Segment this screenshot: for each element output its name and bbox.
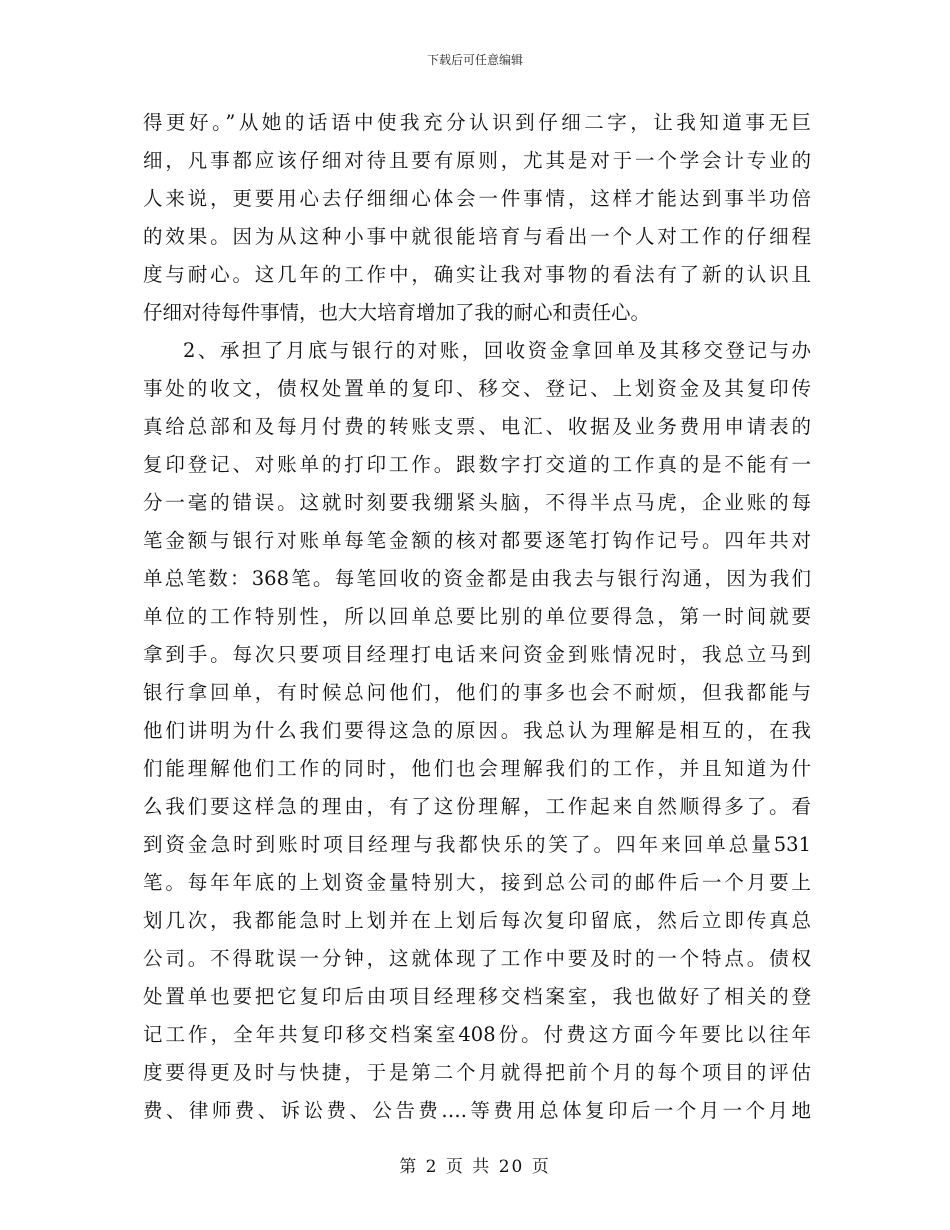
text-line: 么我们要这样急的理由，有了这份理解，工作起来自然顺得多了。看	[143, 795, 811, 818]
text-line: 细，凡事都应该仔细对待且要有原则，尤其是对于一个学会计专业的	[143, 149, 811, 172]
text-line: 复印登记、对账单的打印工作。跟数字打交道的工作真的是不能有一	[143, 453, 811, 476]
paragraph-2	[143, 332, 811, 1130]
text-line: 银行拿回单，有时候总问他们，他们的事多也会不耐烦，但我都能与	[143, 681, 811, 704]
text-line: 划几次，我都能急时上划并在上划后每次复印留底，然后立即传真总	[143, 909, 811, 932]
text-line: 到资金急时到账时项目经理与我都快乐的笑了。四年来回单总量531	[143, 833, 811, 856]
text-line: 的效果。因为从这种小事中就很能培育与看出一个人对工作的仔细程	[143, 225, 811, 248]
text-line: 他们讲明为什么我们要得这急的原因。我总认为理解是相互的，在我	[143, 719, 811, 742]
text-line: 费、律师费、诉讼费、公告费….等费用总体复印后一个月一个月地	[143, 1099, 811, 1122]
text-line: 2、承担了月底与银行的对账，回收资金拿回单及其移交登记与办	[183, 339, 811, 362]
text-line: 人来说，更要用心去仔细细心体会一件事情，这样才能达到事半功倍	[143, 187, 811, 210]
text-line: 得更好。”从她的话语中使我充分认识到仔细二字，让我知道事无巨	[143, 111, 811, 134]
text-line: 拿到手。每次只要项目经理打电话来问资金到账情况时，我总立马到	[143, 643, 811, 666]
text-line: 分一毫的错误。这就时刻要我绷紧头脑，不得半点马虎，企业账的每	[143, 491, 811, 514]
text-line: 度与耐心。这几年的工作中，确实让我对事物的看法有了新的认识且	[143, 263, 811, 286]
text-line: 们能理解他们工作的同时，他们也会理解我们的工作，并且知道为什	[143, 757, 811, 780]
text-line: 真给总部和及每月付费的转账支票、电汇、收据及业务费用申请表的	[143, 415, 811, 438]
paragraph-1	[143, 104, 811, 332]
text-line: 仔细对待每件事情，也大大培育增加了我的耐心和责任心。	[143, 301, 651, 324]
text-line: 笔。每年年底的上划资金量特别大，接到总公司的邮件后一个月要上	[143, 871, 811, 894]
page-header: 下载后可任意编辑	[426, 53, 523, 67]
text-line: 度要得更及时与快捷，于是第二个月就得把前个月的每个项目的评估	[143, 1061, 811, 1084]
page-number: 第 2 页 共 20 页	[399, 1157, 551, 1177]
text-line: 单位的工作特别性，所以回单总要比别的单位要得急，第一时间就要	[143, 605, 811, 628]
text-line: 笔金额与银行对账单每笔金额的核对都要逐笔打钩作记号。四年共对	[143, 529, 811, 552]
document-body	[143, 104, 811, 1130]
text-line: 处置单也要把它复印后由项目经理移交档案室，我也做好了相关的登	[143, 985, 811, 1008]
text-line: 事处的收文，债权处置单的复印、移交、登记、上划资金及其复印传	[143, 377, 811, 400]
text-line: 记工作，全年共复印移交档案室408份。付费这方面今年要比以往年	[143, 1023, 811, 1046]
text-line: 单总笔数：368笔。每笔回收的资金都是由我去与银行沟通，因为我们	[143, 567, 811, 590]
text-line: 公司。不得耽误一分钟，这就体现了工作中要及时的一个特点。债权	[143, 947, 811, 970]
